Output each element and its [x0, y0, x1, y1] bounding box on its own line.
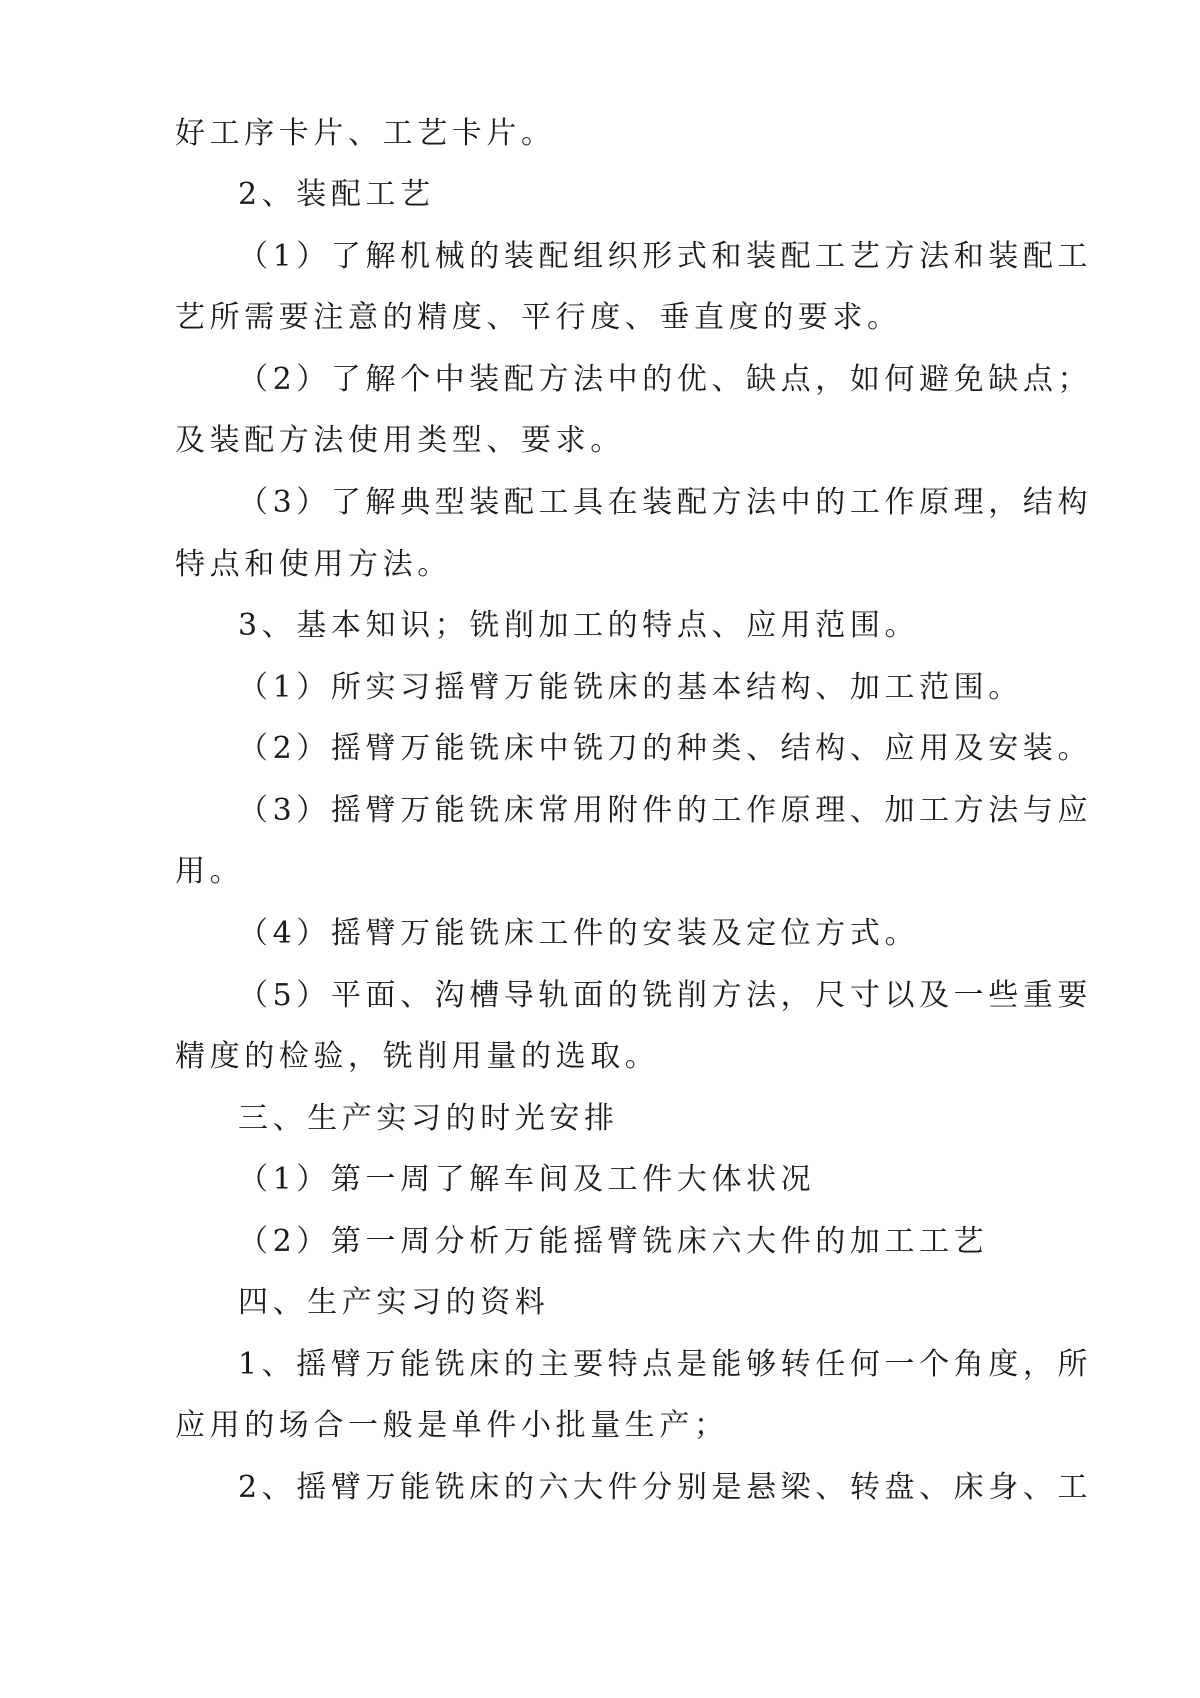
text-line: 2、摇臂万能铣床的六大件分别是悬梁、转盘、床身、工: [238, 1470, 1093, 1505]
text-line: （1）所实习摇臂万能铣床的基本结构、加工范围。: [238, 670, 1023, 705]
section-heading: 四、生产实习的资料: [238, 1285, 550, 1320]
text-line: 好工序卡片、工艺卡片。: [175, 116, 556, 151]
text-line: （3）了解典型装配工具在装配方法中的工作原理，结构: [238, 485, 1093, 520]
text-line: 艺所需要注意的精度、平行度、垂直度的要求。: [175, 300, 902, 335]
text-line: 特点和使用方法。: [175, 547, 452, 582]
text-line: （5）平面、沟槽导轨面的铣削方法，尺寸以及一些重要: [238, 978, 1093, 1013]
text-line: （2）了解个中装配方法中的优、缺点，如何避免缺点；: [238, 362, 1093, 397]
text-line: （4）摇臂万能铣床工件的安装及定位方式。: [238, 916, 920, 951]
section-heading: 三、生产实习的时光安排: [238, 1101, 619, 1136]
text-line: （1）了解机械的装配组织形式和装配工艺方法和装配工: [238, 239, 1093, 274]
text-line: 及装配方法使用类型、要求。: [175, 423, 625, 458]
text-line: （3）摇臂万能铣床常用附件的工作原理、加工方法与应: [238, 793, 1093, 828]
text-line: （2）第一周分析万能摇臂铣床六大件的加工工艺: [238, 1224, 989, 1259]
text-line: （2）摇臂万能铣床中铣刀的种类、结构、应用及安装。: [238, 731, 1093, 766]
section-heading: 3、基本知识；铣削加工的特点、应用范围。: [238, 608, 920, 643]
text-line: 1、摇臂万能铣床的主要特点是能够转任何一个角度，所: [238, 1347, 1093, 1382]
text-line: （1）第一周了解车间及工件大体状况: [238, 1162, 816, 1197]
text-line: 用。: [175, 854, 245, 889]
section-heading: 2、装配工艺: [238, 177, 435, 212]
text-line: 应用的场合一般是单件小批量生产；: [175, 1408, 729, 1443]
text-line: 精度的检验，铣削用量的选取。: [175, 1039, 660, 1074]
